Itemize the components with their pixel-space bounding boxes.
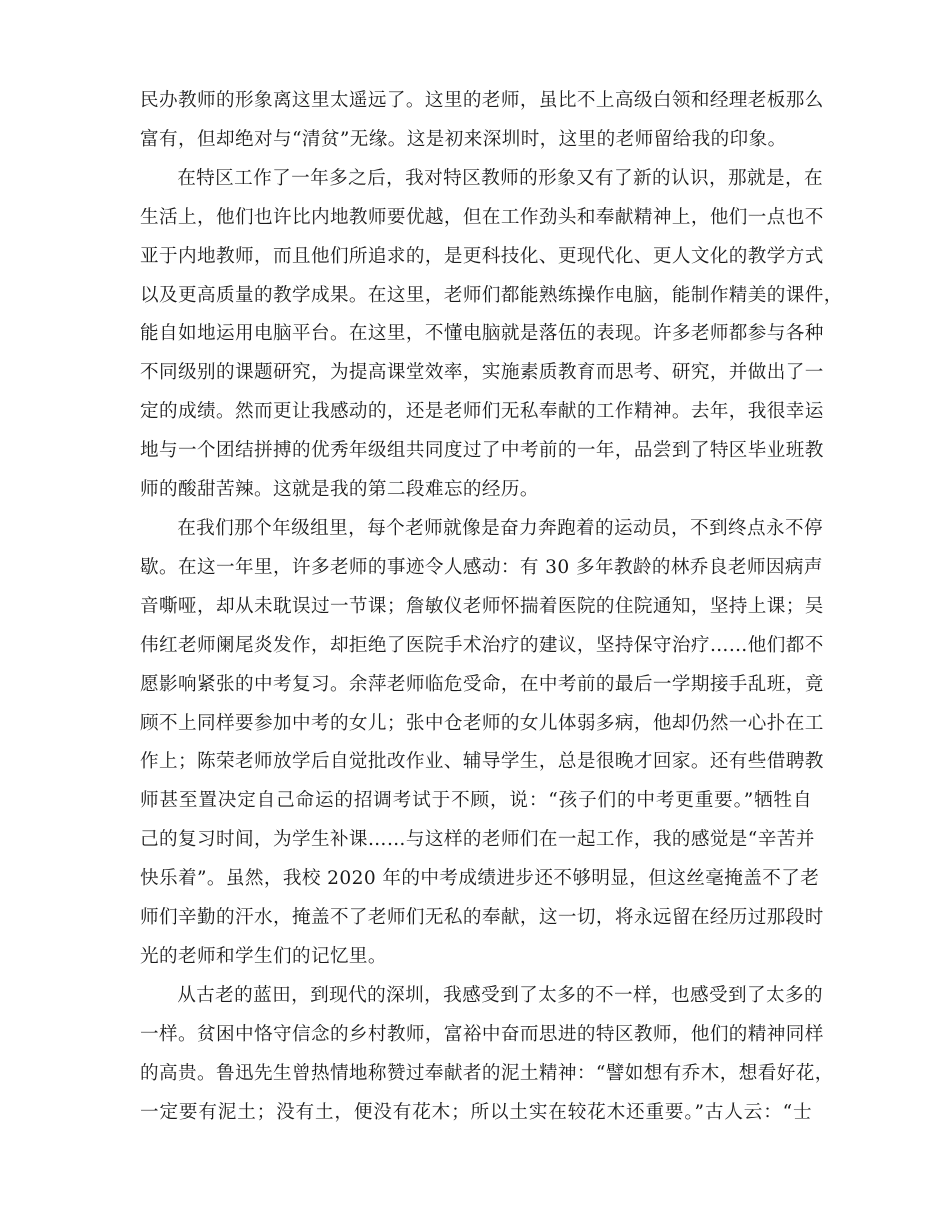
paragraph xyxy=(140,82,824,160)
text-line: 的高贵。鲁迅先生曾热情地称赞过奉献者的泥土精神：“譬如想有乔木，想看好花， xyxy=(140,1062,834,1084)
paragraph xyxy=(140,510,824,977)
text-line: 师的酸甜苦辣。这就是我的第二段难忘的经历。 xyxy=(140,479,539,501)
text-line: 快乐着”。虽然，我校 2020 年的中考成绩进步还不够明显，但这丝毫掩盖不了老 xyxy=(140,868,820,890)
text-line: 民办教师的形象离这里太遥远了。这里的老师，虽比不上高级白领和经理老板那么 xyxy=(140,90,824,111)
text-line: 富有，但却绝对与“清贫”无缘。这是初来深圳时，这里的老师留给我的印象。 xyxy=(140,128,787,150)
text-line: 师甚至置决定自己命运的招调考试于不顾，说：“孩子们的中考更重要。”牺牲自 xyxy=(140,790,812,812)
text-line: 伟红老师阑尾炎发作，却拒绝了医院手术治疗的建议，坚持保守治疗……他们都不 xyxy=(140,634,824,656)
text-line: 在特区工作了一年多之后，我对特区教师的形象又有了新的认识，那就是，在 xyxy=(177,167,823,189)
text-line: 师们辛勤的汗水，掩盖不了老师们无私的奉献，这一切，将永远留在经历过那段时 xyxy=(140,907,824,929)
paragraph xyxy=(140,977,834,1133)
text-line: 地与一个团结拼搏的优秀年级组共同度过了中考前的一年，品尝到了特区毕业班教 xyxy=(140,440,824,462)
text-line: 歇。在这一年里，许多老师的事迹令人感动：有 30 多年教龄的林乔良老师因病声 xyxy=(140,556,823,578)
text-line: 定的成绩。然而更让我感动的，还是老师们无私奉献的工作精神。去年，我很幸运 xyxy=(140,401,824,423)
text-line: 在我们那个年级组里，每个老师就像是奋力奔跑着的运动员，不到终点永不停 xyxy=(177,517,823,539)
text-line: 不同级别的课题研究，为提高课堂效率，实施素质教育而思考、研究，并做出了一 xyxy=(140,362,824,384)
text-line: 以及更高质量的教学成果。在这里，老师们都能熟练操作电脑，能制作精美的课件， xyxy=(140,284,843,306)
text-line: 亚于内地教师，而且他们所追求的，是更科技化、更现代化、更人文化的教学方式 xyxy=(140,245,824,267)
text-line: 光的老师和学生们的记忆里。 xyxy=(140,945,387,967)
paragraph xyxy=(140,160,843,510)
text-line: 作上；陈荣老师放学后自觉批改作业、辅导学生，总是很晚才回家。还有些借聘教 xyxy=(140,751,824,773)
text-line: 顾不上同样要参加中考的女儿；张中仓老师的女儿体弱多病，他却仍然一心扑在工 xyxy=(140,712,824,734)
text-line: 一样。贫困中恪守信念的乡村教师，富裕中奋而思进的特区教师，他们的精神同样 xyxy=(140,1023,824,1045)
text-line: 生活上，他们也许比内地教师要优越，但在工作劲头和奉献精神上，他们一点也不 xyxy=(140,206,824,228)
text-line: 己的复习时间，为学生补课……与这样的老师们在一起工作，我的感觉是“辛苦并 xyxy=(140,829,815,851)
body-text xyxy=(140,82,843,1132)
text-line: 从古老的蓝田，到现代的深圳，我感受到了太多的不一样，也感受到了太多的 xyxy=(177,984,823,1006)
text-line: 愿影响紧张的中考复习。余萍老师临危受命，在中考前的最后一学期接手乱班，竟 xyxy=(140,673,824,695)
text-line: 能自如地运用电脑平台。在这里，不懂电脑就是落伍的表现。许多老师都参与各种 xyxy=(140,323,824,345)
text-line: 音嘶哑，却从未耽误过一节课；詹敏仪老师怀揣着医院的住院通知，坚持上课；吴 xyxy=(140,595,824,617)
text-line: 一定要有泥土；没有土，便没有花木；所以土实在较花木还重要。”古人云：“士 xyxy=(140,1101,812,1123)
